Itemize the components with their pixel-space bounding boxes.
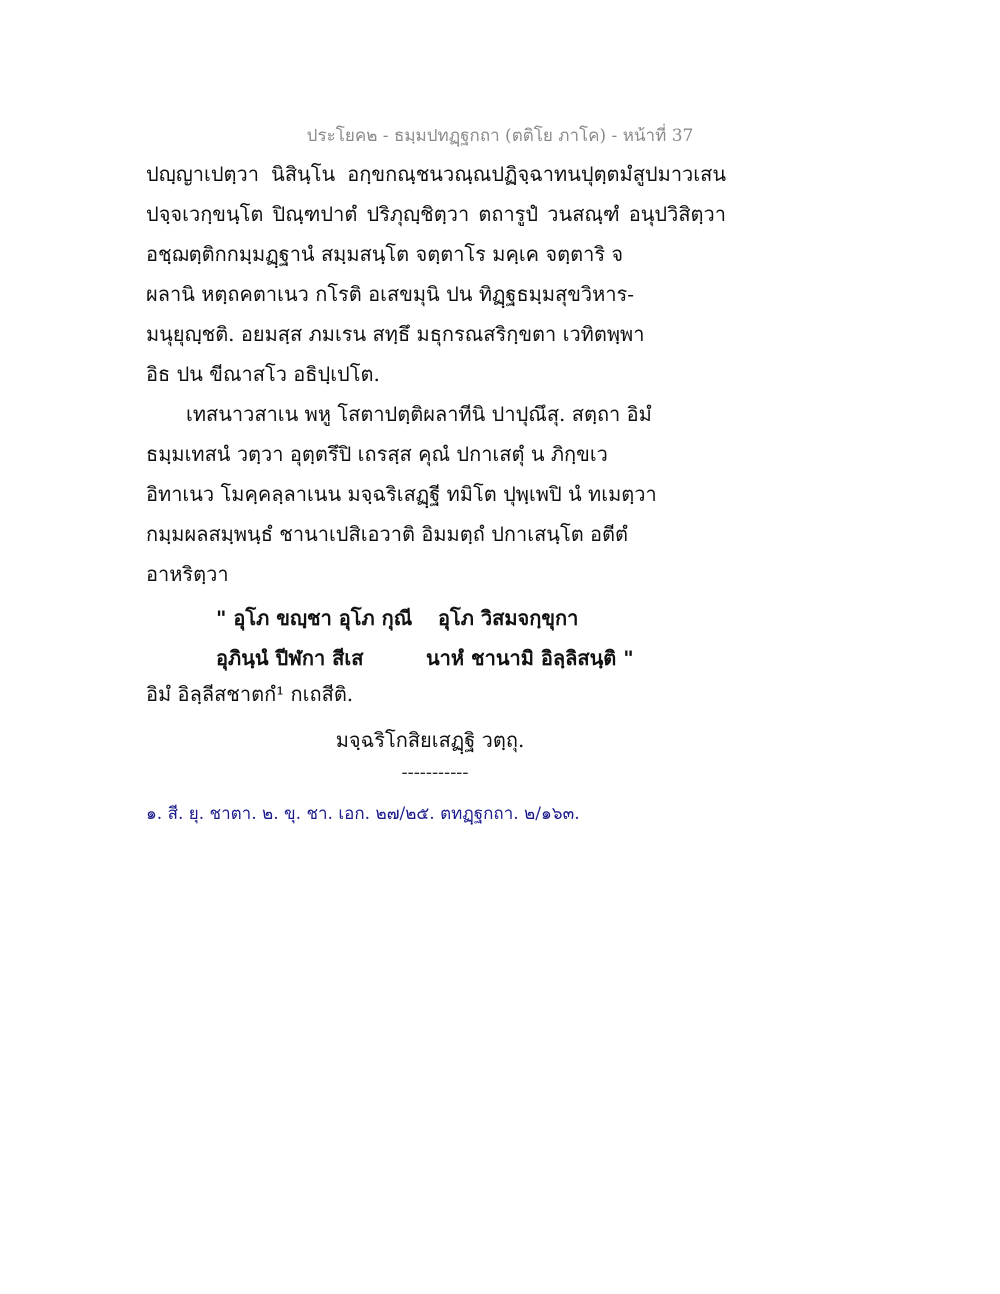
footnotes: ๑. สี. ยุ. ชาตา. ๒. ขุ. ชา. เอก. ๒๗/๒๕. ตทฏฺฐกถา. ๒/๑๖๓. xyxy=(146,804,580,824)
paragraph-2-line-3: อิทาเนว โมคฺคลฺลาเนน มจฺฉริเสฏฺฐี ทมิโต ปุพฺเพปิ นํ ทเมตฺวา xyxy=(146,482,657,506)
paragraph-1-line-3: อชฺฌตฺติกกมฺมฏฺฐานํ สมฺมสนฺโต จตฺตาโร มคฺเค จตฺตาริ จ xyxy=(146,242,624,266)
after-verse-line: อิมํ อิลฺลีสชาตกํ¹ กเถสีติ. xyxy=(146,682,354,706)
paragraph-2-line-1: เทสนาวสาเน พหู โสตาปตฺติผลาทีนิ ปาปุณึสุ. สตฺถา อิมํ xyxy=(186,402,652,426)
verse-line-1-first-half: " อุโภ ขญฺชา อุโภ กุณี xyxy=(216,606,413,630)
verse-line-1-second-half: อุโภ วิสมจกฺขุกา xyxy=(438,606,579,630)
paragraph-1-line-2: ปจฺจเวกฺขนฺโต ปิณฺฑปาตํ ปริภุญฺชิตฺวา ตถารูปํ วนสณฺฑํ อนุปวิสิตฺวา xyxy=(146,202,726,226)
section-divider: ----------- xyxy=(401,762,469,783)
paragraph-1-line-4: ผลานิ หตฺถคตาเนว กโรติ อเสขมุนิ ปน ทิฏฺฐธมฺมสุขวิหาร- xyxy=(146,282,635,306)
page-header: ประโยค๒ - ธมฺมปทฏฺฐกถา (ตติโย ภาโค) - หน้าที่ 37 xyxy=(306,126,694,146)
verse-line-2-first-half: อุภินฺนํ ปีฬกา สีเส xyxy=(216,646,364,670)
verse-line-2-second-half: นาหํ ชานามิ อิลฺลิสนฺติ " xyxy=(426,646,634,670)
story-closing-title: มจฺฉริโกสิยเสฏฺฐิ วตฺถุ. xyxy=(335,728,525,752)
paragraph-2-line-4: กมฺมผลสมฺพนฺธํ ชานาเปสิเอวาติ อิมมตฺถํ ปกาเสนฺโต อตีตํ xyxy=(146,522,629,546)
paragraph-1-line-5: มนุยุญฺชติ. อยมสฺส ภมเรน สทฺธึ มธุกรณสริกฺขตา เวทิตพฺพา xyxy=(146,322,645,346)
paragraph-1-line-1: ปญฺญาเปตฺวา นิสินฺโน อกฺขกณฺชนวณฺณปฏิจฺฉาทนปุตฺตมํสูปมาวเสน xyxy=(146,162,726,186)
paragraph-2-line-5: อาหริตฺวา xyxy=(146,562,229,586)
paragraph-2-line-2: ธมฺมเทสนํ วตฺวา อุตฺตรึปิ เถรสฺส คุณํ ปกาเสตุํ น ภิกฺขเว xyxy=(146,442,608,466)
paragraph-1-line-6: อิธ ปน ขีณาสโว อธิปฺเปโต. xyxy=(146,362,380,386)
